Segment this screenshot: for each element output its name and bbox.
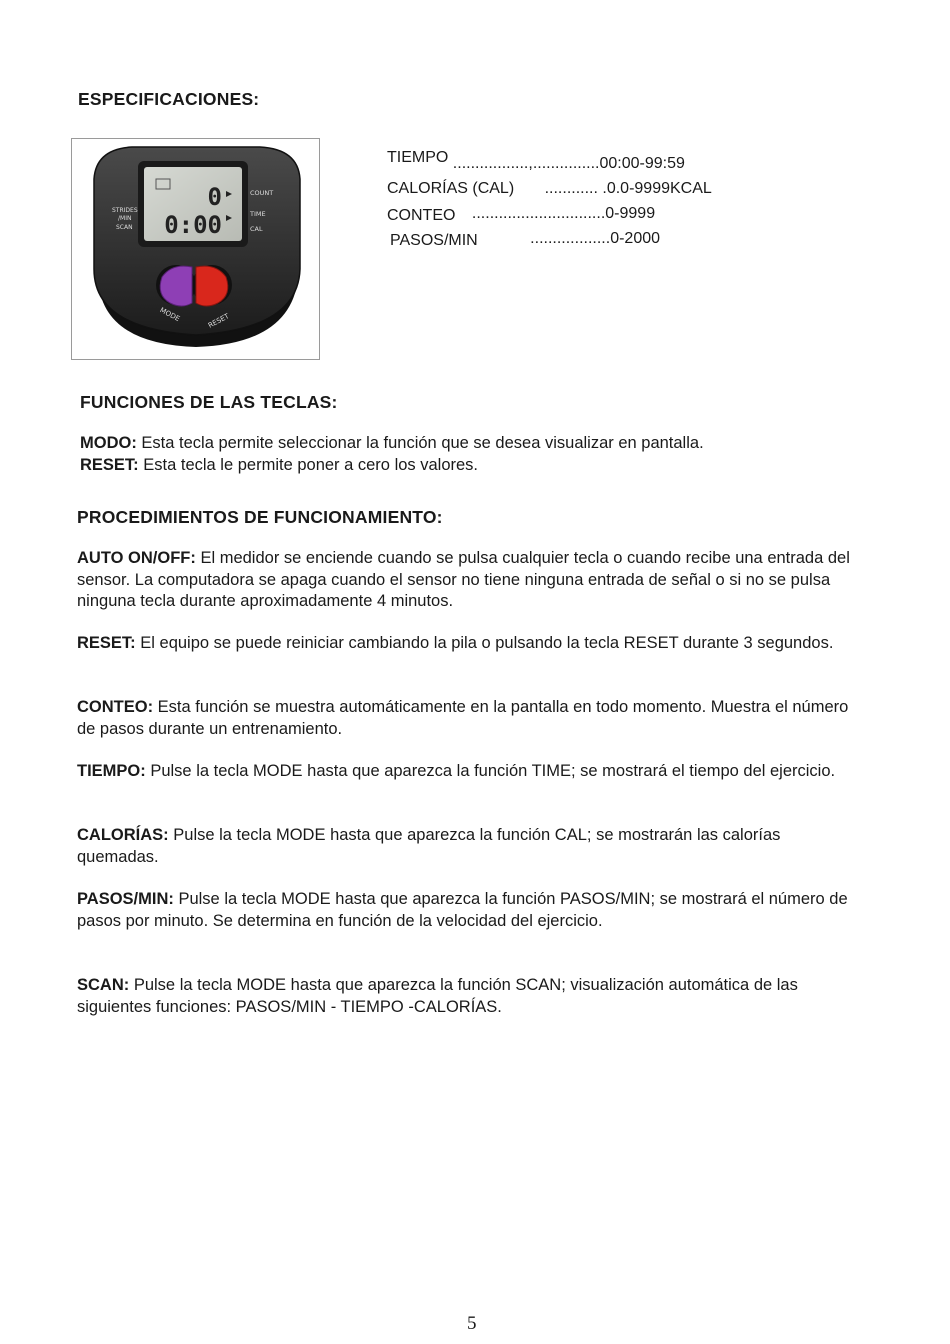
spec-value: 0.0-9999KCAL — [606, 180, 712, 197]
spec-dots: .................. — [530, 230, 611, 247]
label-scan: SCAN — [116, 224, 133, 231]
step-counter-illustration — [72, 139, 319, 359]
procedure-reset — [77, 633, 862, 655]
specs-heading: ESPECIFICACIONES: — [78, 89, 260, 109]
procedure-calorias — [77, 825, 862, 868]
procedure-text: El equipo se puede reiniciar cambiando la pila o pulsando la tecla RESET durante 3 segundos. — [135, 634, 834, 652]
procedures-heading: PROCEDIMIENTOS DE FUNCIONAMIENTO: — [77, 507, 443, 527]
key-term: MODO: — [80, 434, 137, 452]
spec-value: 0-2000 — [610, 230, 661, 247]
procedure-term: SCAN: — [77, 976, 130, 994]
keys-heading: FUNCIONES DE LAS TECLAS: — [80, 392, 338, 412]
spec-row-pasos — [390, 232, 660, 250]
device-figure — [71, 138, 320, 360]
procedure-text: Pulse la tecla MODE hasta que aparezca la función SCAN; visualización automática de las siguientes funciones: PASOS/MIN - TIEMPO -CALORÍAS. — [77, 976, 798, 1016]
procedure-term: RESET: — [77, 634, 136, 652]
spec-value: 0-9999 — [605, 205, 656, 222]
spec-dots: ............ . — [544, 180, 607, 197]
label-time: TIME — [250, 210, 266, 218]
procedure-auto-on-off — [77, 548, 862, 613]
spec-row-conteo — [387, 207, 655, 225]
procedure-text: Pulse la tecla MODE hasta que aparezca la función TIME; se mostrará el tiempo del ejercicio. — [145, 762, 836, 780]
key-modo — [80, 433, 870, 455]
spec-value: 00:00-99:59 — [599, 155, 685, 172]
label-cal: CAL — [250, 225, 263, 233]
key-term: RESET: — [80, 456, 139, 474]
spec-label: CALORÍAS (CAL) — [387, 180, 515, 197]
procedure-tiempo — [77, 761, 862, 783]
spec-label: TIEMPO — [387, 149, 449, 166]
label-strides: STRIDES — [112, 207, 138, 214]
procedure-term: AUTO ON/OFF: — [77, 549, 196, 567]
procedure-conteo — [77, 697, 862, 740]
key-reset — [80, 455, 870, 477]
lcd-bottom-reading: 0:00 — [164, 211, 222, 239]
procedure-pasos-min — [77, 889, 862, 932]
key-text: Esta tecla permite seleccionar la función que se desea visualizar en pantalla. — [136, 434, 704, 452]
procedure-text: El medidor se enciende cuando se pulsa cualquier tecla o cuando recibe una entrada del sensor. La computadora se apaga cuando el sensor no tiene ninguna entrada de señal o si no se pulsa ninguna tecla durante aproximadamente 4 minutos. — [77, 549, 850, 610]
lcd-top-reading: 0 — [207, 183, 222, 211]
procedure-term: PASOS/MIN: — [77, 890, 174, 908]
key-text: Esta tecla le permite poner a cero los valores. — [138, 456, 479, 474]
spec-dots: .................,............... — [452, 155, 600, 172]
reset-button-label: RESET — [206, 312, 231, 330]
page-number: 5 — [467, 1313, 477, 1334]
procedure-scan — [77, 975, 862, 1018]
spec-label: CONTEO — [387, 207, 456, 224]
label-count: COUNT — [250, 189, 274, 197]
label-min: /MIN — [118, 215, 132, 222]
procedure-term: CALORÍAS: — [77, 826, 169, 844]
procedure-text: Esta función se muestra automáticamente en la pantalla en todo momento. Muestra el número de pasos durante un entrenamiento. — [77, 698, 849, 738]
spec-row-tiempo — [387, 149, 685, 172]
procedure-text: Pulse la tecla MODE hasta que aparezca la función CAL; se mostrarán las calorías quemadas. — [77, 826, 781, 866]
spec-row-calorias — [387, 180, 712, 198]
mode-button-label: MODE — [158, 306, 182, 324]
procedure-text: Pulse la tecla MODE hasta que aparezca la función PASOS/MIN; se mostrará el número de pasos por minuto. Se determina en función de la velocidad del ejercicio. — [77, 890, 848, 930]
procedure-term: CONTEO: — [77, 698, 154, 716]
procedure-term: TIEMPO: — [77, 762, 146, 780]
spec-label: PASOS/MIN — [390, 232, 478, 249]
spec-dots: .............................. — [471, 205, 606, 222]
